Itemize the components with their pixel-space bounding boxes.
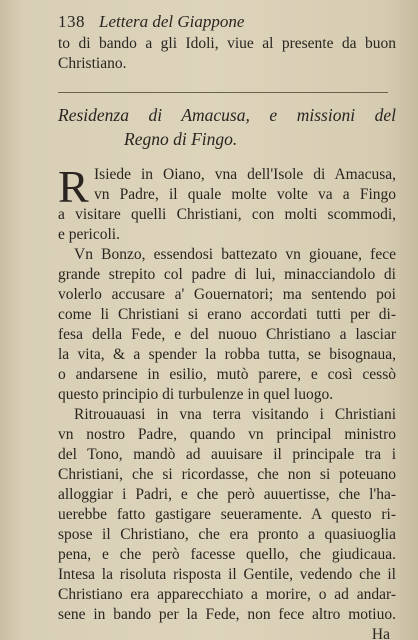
- text-line: Intesa la risoluta risposta il Gentile, vedendo che il: [58, 566, 396, 583]
- text-line: Isiede in Oiano, vna dell'Isole di Amacusa,: [94, 166, 396, 183]
- text-line: volerlo accusare a' Gouernatori; ma sentendo poi: [58, 286, 396, 303]
- text-line: vn Padre, il quale molte volte va a Fingo: [94, 186, 396, 203]
- text-line: Christiano era apparecchiato a morire, o ad andar-: [58, 586, 396, 603]
- page-header: [58, 12, 396, 32]
- paragraph: [58, 405, 396, 625]
- catchword: Ha: [371, 626, 390, 640]
- text-line: spose il Christiano, che era pronto a quasiuoglia: [58, 526, 396, 543]
- text-line: fesa della Fede, e del nuouo Christiano a lasciar: [58, 326, 396, 343]
- section-title-line: Regno di Fingo.: [124, 129, 238, 149]
- text-line: uerebbe fatto gastigare seueramente. A questo ri-: [58, 506, 396, 523]
- text-line: o andarsene in esilio, mutò parere, e così cessò: [58, 366, 396, 383]
- text-line: Vn Bonzo, essendosi battezato vn giouane, fece: [74, 246, 396, 263]
- text-line: vn nostro Padre, quando vn principal ministro: [58, 426, 396, 443]
- section-title-line: Residenza di Amacusa, e missioni del: [58, 105, 396, 125]
- drop-cap: R: [58, 161, 89, 212]
- text-line: come li Christiani si erano accordati tutti per di-: [58, 306, 396, 323]
- paragraph: [58, 245, 396, 405]
- text-line: sene in bando per la Fede, non fece altro motiuo.: [58, 606, 396, 623]
- text-line: Christiano.: [58, 55, 127, 72]
- text-line: pena, e che però facesse quello, che giudicaua.: [58, 546, 396, 563]
- section-divider: [58, 92, 388, 93]
- carryover-text: [58, 34, 396, 74]
- section-title: [58, 103, 396, 151]
- text-line: questo principio di turbulenze in quel luogo.: [58, 386, 334, 403]
- text-line: Christiani, che si ricordasse, che non si poteuano: [58, 466, 396, 483]
- text-line: a visitare quelli Christiani, con molti scommodi,: [58, 206, 396, 223]
- text-line: del Tono, mandò ad auuisare il principale tra i: [58, 446, 396, 463]
- text-line: grande strepito col padre di lui, minacciandolo di: [58, 266, 396, 283]
- page-number: 138: [58, 12, 85, 31]
- running-head: Lettera del Giappone: [99, 12, 245, 31]
- text-line: alloggiar i Padri, e che però auuertisse, che l'ha-: [58, 486, 396, 503]
- text-line: la vita, & a spender la robba tutta, se bisognaua,: [58, 346, 396, 363]
- text-line: to di bando a gli Idoli, viue al presente da buon: [58, 35, 396, 52]
- paragraph: [58, 161, 396, 245]
- text-line: e pericoli.: [58, 226, 120, 243]
- text-line: Ritrouauasi in vna terra visitando i Christiani: [74, 406, 396, 423]
